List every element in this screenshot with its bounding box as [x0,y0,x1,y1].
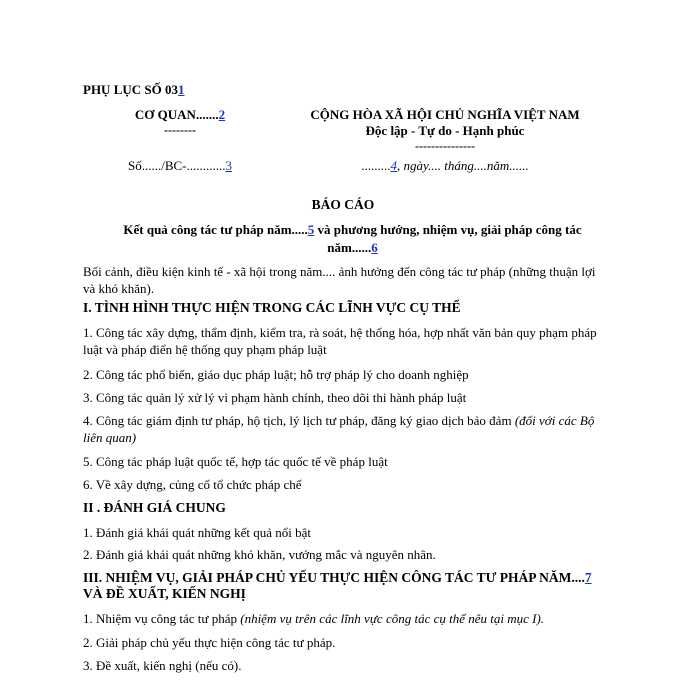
appendix-text: PHỤ LỤC SỐ 03 [83,82,178,97]
section-3-item: 2. Giải pháp chủ yếu thực hiện công tác tư pháp. [83,635,336,650]
section-3-heading-continued: VÀ ĐỀ XUẤT, KIẾN NGHỊ [83,586,246,601]
report-title: BÁO CÁO [311,197,375,212]
section-1-item: 6. Về xây dựng, củng cố tổ chức pháp chế [83,477,302,492]
footnote-link-4[interactable]: 4 [390,158,397,173]
agency-text: CƠ QUAN....... [134,107,219,122]
footnote-link-7[interactable]: 7 [584,570,592,585]
intro-paragraph: Bối cảnh, điều kiện kinh tế - xã hội trong năm.... ảnh hưởng đến công tác tư pháp (những thuận lợi và khó khăn). [83,264,596,296]
section-1-heading: I. TÌNH HÌNH THỰC HIỆN TRONG CÁC LĨNH VỰC CỤ THỂ [83,300,461,315]
section-1-item: 2. Công tác phổ biến, giáo dục pháp luật; hỗ trợ pháp lý cho doanh nghiệp [83,367,469,382]
footnote-link-2[interactable]: 2 [218,107,226,122]
footnote-link-3[interactable]: 3 [225,158,232,173]
section-2-item: 1. Đánh giá khái quát những kết quả nổi bật [83,525,311,540]
motto-divider: --------------- [415,139,475,153]
document-date [290,158,600,174]
section-1-item-note: (đối với các Bộ liên quan) [83,413,595,445]
subtitle-part-1: Kết quả công tác tư pháp năm..... [123,222,308,237]
republic-name: CỘNG HÒA XÃ HỘI CHỦ NGHĨA VIỆT NAM [310,107,580,122]
section-1-item [83,412,603,446]
footnote-link-6[interactable]: 6 [371,240,378,255]
footnote-link-1[interactable]: 1 [177,82,185,97]
section-2-item: 2. Đánh giá khái quát những khó khăn, vướng mắc và nguyên nhân. [83,547,436,562]
date-prefix: ......... [361,158,391,173]
agency-name [110,107,250,123]
subtitle-part-2: và phương hướng, nhiệm vụ, giải pháp công tác năm...... [314,222,582,255]
appendix-label [83,82,184,98]
section-2-heading: II . ĐÁNH GIÁ CHUNG [83,500,226,515]
agency-divider: -------- [164,123,196,137]
section-3-heading [83,570,592,586]
section-3-heading-text: III. NHIỆM VỤ, GIẢI PHÁP CHỦ YẾU THỰC HIỆN CÔNG TÁC TƯ PHÁP NĂM.... [83,570,585,585]
document-number-text: Số....../BC-............ [127,158,226,173]
footnote-link-5[interactable]: 5 [307,222,315,237]
section-3-item-note: (nhiệm vụ trên các lĩnh vực công tác cụ thể nêu tại mục I). [240,611,545,626]
national-motto: Độc lập - Tự do - Hạnh phúc [365,123,525,138]
report-subtitle [100,221,605,257]
section-3-item: 3. Đề xuất, kiến nghị (nếu có). [83,658,242,673]
section-1-item: 3. Công tác quản lý xử lý vi phạm hành chính, theo dõi thi hành pháp luật [83,390,467,405]
section-1-item: 1. Công tác xây dựng, thẩm định, kiểm tra, rà soát, hệ thống hóa, hợp nhất văn bản quy phạm pháp luật và pháp điển hệ thống quy phạm pháp luật [83,325,597,357]
document-number [110,158,250,174]
date-text: , ngày.... tháng....năm...... [396,158,529,173]
section-3-item-text: 1. Nhiệm vụ công tác tư pháp [83,611,241,626]
section-1-item-text: 4. Công tác giám định tư pháp, hộ tịch, lý lịch tư pháp, đăng ký giao dịch bảo đảm [83,413,515,428]
section-1-item: 5. Công tác pháp luật quốc tế, hợp tác quốc tế về pháp luật [83,454,388,469]
section-3-item [83,610,603,627]
